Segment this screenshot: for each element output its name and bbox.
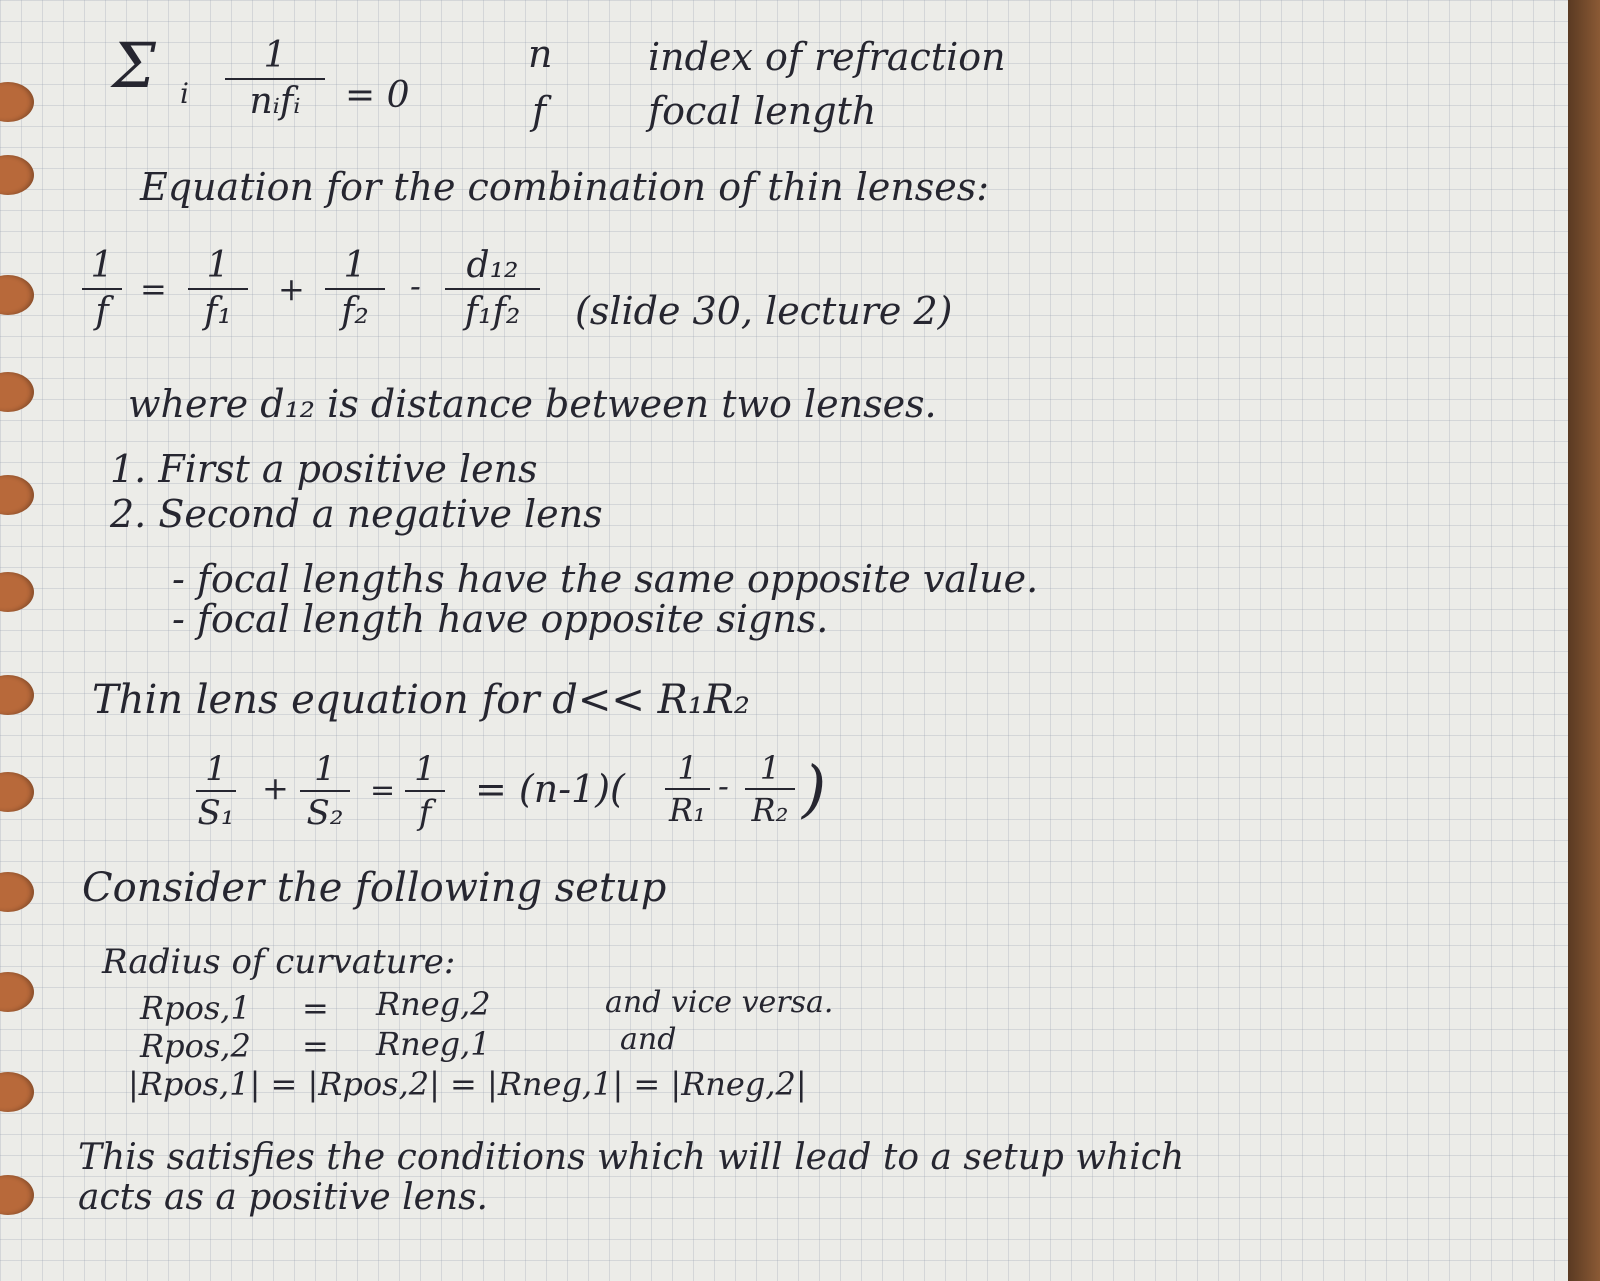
fraction-bar <box>665 788 710 790</box>
fraction-numerator: 1 <box>263 35 287 76</box>
conclusion-line: acts as a positive lens. <box>78 1177 488 1218</box>
list-item: 1. First a positive lens <box>110 447 538 491</box>
radius-lhs: Rpos,1 <box>140 989 251 1027</box>
fraction-numerator: 1 <box>677 749 698 787</box>
formula-fraction <box>196 749 236 833</box>
fraction-numerator: 1 <box>206 245 230 286</box>
legend-meaning: index of refraction <box>648 35 1006 79</box>
slide-reference: (slide 30, lecture 2) <box>575 289 953 333</box>
fraction-numerator: 1 <box>343 245 367 286</box>
formula-fraction <box>665 749 710 829</box>
fraction-bar <box>405 790 445 792</box>
fraction-bar <box>745 788 795 790</box>
binder-hole <box>0 275 34 315</box>
sum-symbol: Σ <box>112 29 156 102</box>
formula-fraction <box>445 245 540 332</box>
fraction-denominator: f <box>418 793 432 833</box>
formula-fraction <box>300 749 350 833</box>
refraction-factor: = (n-1)( <box>475 767 625 811</box>
thin-lens-heading: Thin lens equation for d<< R₁R₂ <box>92 677 750 723</box>
fraction-numerator: 1 <box>414 749 436 789</box>
fraction-numerator: 1 <box>759 749 781 787</box>
fraction-bar <box>82 288 122 290</box>
legend-symbol: n <box>528 32 553 76</box>
fraction-denominator: f₁f₂ <box>464 291 521 332</box>
binder-hole <box>0 1175 34 1215</box>
formula-fraction <box>745 749 795 829</box>
fraction-numerator: 1 <box>90 245 114 286</box>
equals-sign: = <box>370 773 396 808</box>
fraction-denominator: nᵢfᵢ <box>249 81 301 122</box>
fraction-denominator: f₂ <box>341 291 369 332</box>
fraction-denominator: f <box>95 291 109 332</box>
minus-sign: - <box>410 267 421 305</box>
binder-hole <box>0 372 34 412</box>
where-line: where d₁₂ is distance between two lenses. <box>128 382 937 426</box>
top-formula-rhs: = 0 <box>345 75 410 116</box>
desk-edge <box>1568 0 1600 1281</box>
plus-sign: + <box>262 769 289 807</box>
consider-line: Consider the following setup <box>82 865 667 911</box>
fraction-denominator: S₂ <box>306 793 344 833</box>
fraction-numerator: d₁₂ <box>466 245 519 286</box>
equals-sign: = <box>140 270 167 308</box>
list-item: 2. Second a negative lens <box>110 492 603 536</box>
binder-hole <box>0 475 34 515</box>
radius-note: and <box>620 1022 677 1057</box>
absolute-values-line: |Rpos,1| = |Rpos,2| = |Rneg,1| = |Rneg,2| <box>128 1065 807 1103</box>
binder-hole <box>0 872 34 912</box>
fraction-bar <box>445 288 540 290</box>
fraction-bar <box>225 78 325 80</box>
radius-equals: = <box>302 1027 329 1065</box>
binder-hole <box>0 1072 34 1112</box>
minus-sign: - <box>718 767 729 805</box>
top-fraction <box>225 35 325 122</box>
fraction-bar <box>188 288 248 290</box>
radius-rhs: Rneg,1 <box>376 1025 491 1063</box>
fraction-bar <box>300 790 350 792</box>
formula-fraction <box>82 245 122 332</box>
sum-index: i <box>180 77 189 110</box>
binder-hole <box>0 572 34 612</box>
binder-hole <box>0 82 34 122</box>
legend-symbol: f <box>532 89 547 133</box>
bullet-item: - focal length have opposite signs. <box>172 597 829 641</box>
fraction-denominator: R₁ <box>669 791 706 829</box>
conclusion-line: This satisfies the conditions which will lead to a setup which <box>78 1137 1185 1178</box>
plus-sign: + <box>278 270 305 308</box>
formula-fraction <box>188 245 248 332</box>
fraction-denominator: S₁ <box>197 793 235 833</box>
bullet-item: - focal lengths have the same opposite value. <box>172 557 1039 601</box>
heading-combination: Equation for the combination of thin lenses: <box>140 165 990 209</box>
radius-note: and vice versa. <box>605 985 834 1020</box>
binder-hole <box>0 972 34 1012</box>
fraction-numerator: 1 <box>205 749 227 789</box>
binder-hole <box>0 675 34 715</box>
binder-hole <box>0 772 34 812</box>
fraction-bar <box>325 288 385 290</box>
legend-meaning: focal length <box>648 89 877 133</box>
radius-lhs: Rpos,2 <box>140 1027 251 1065</box>
fraction-denominator: R₂ <box>751 791 789 829</box>
radius-equals: = <box>302 989 329 1027</box>
fraction-bar <box>196 790 236 792</box>
close-paren: ) <box>802 752 827 825</box>
radius-heading: Radius of curvature: <box>102 942 456 982</box>
binder-hole <box>0 155 34 195</box>
radius-rhs: Rneg,2 <box>376 985 491 1023</box>
formula-fraction <box>325 245 385 332</box>
fraction-denominator: f₁ <box>204 291 232 332</box>
formula-fraction <box>405 749 445 833</box>
fraction-numerator: 1 <box>314 749 336 789</box>
